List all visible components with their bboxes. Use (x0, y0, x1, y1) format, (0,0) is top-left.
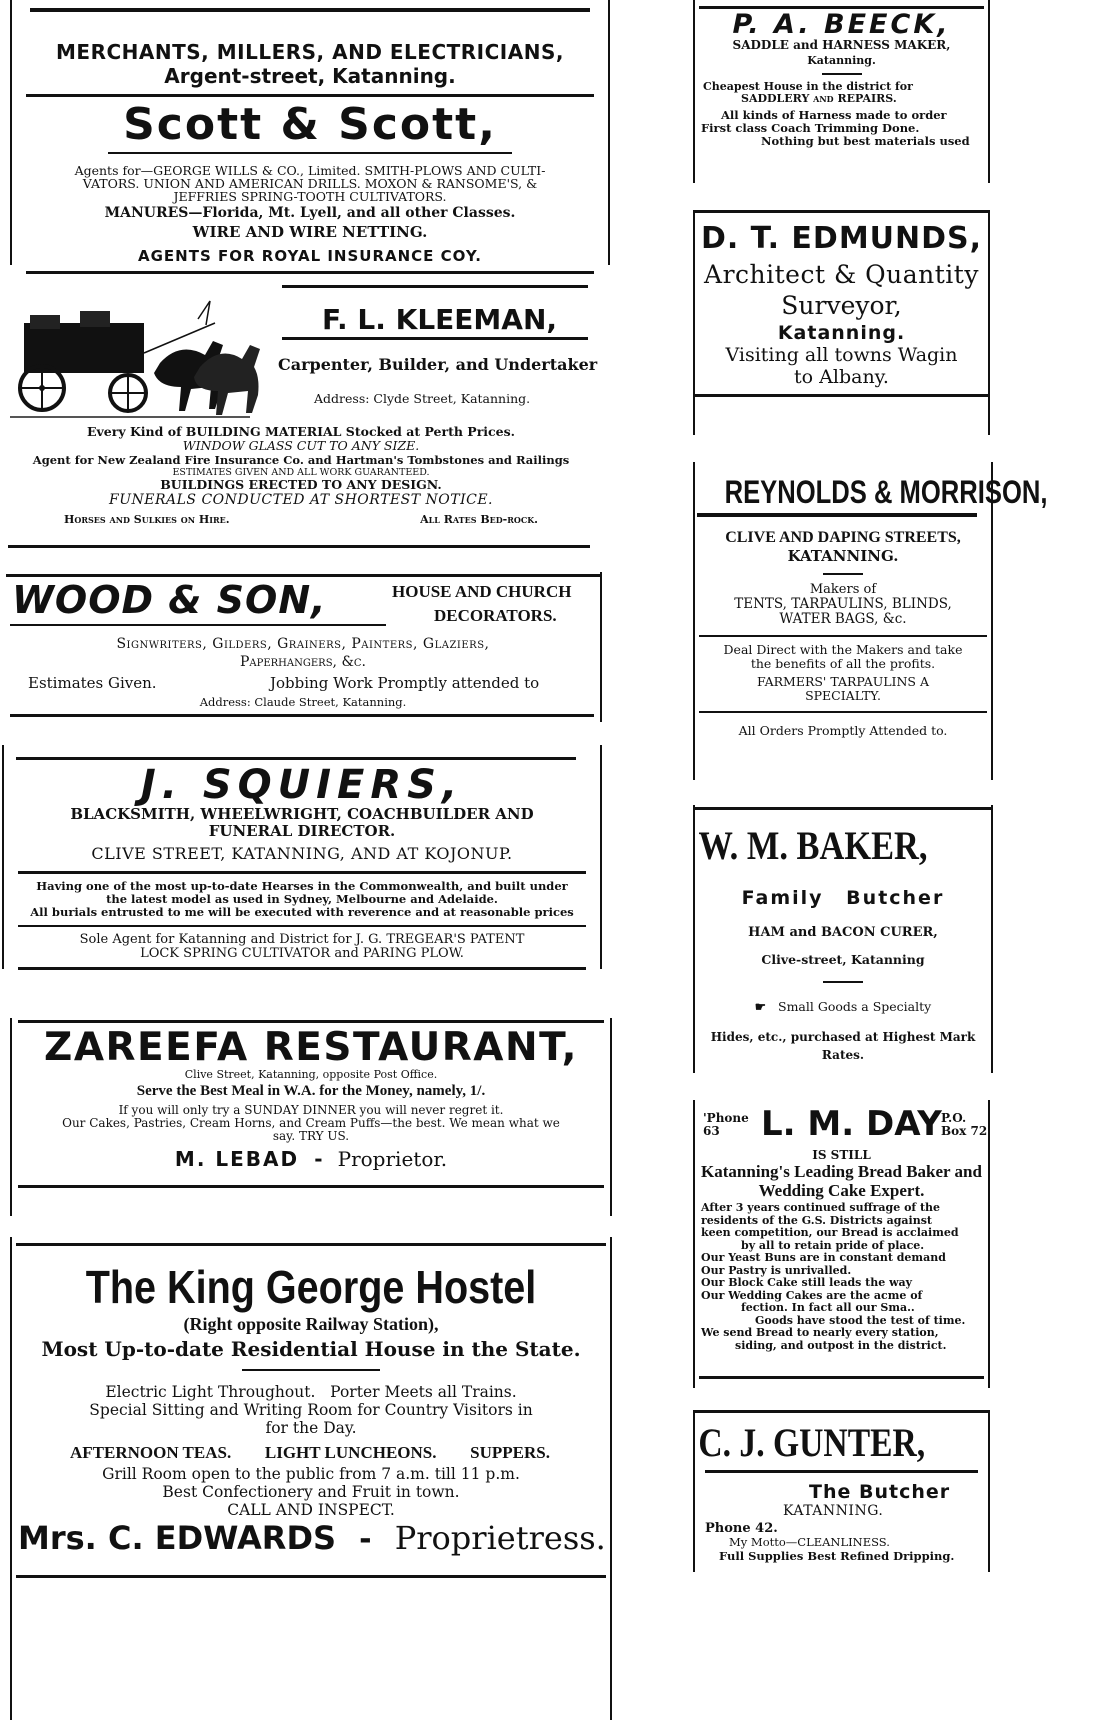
business-name: L. M. DAY (761, 1104, 942, 1144)
top-rule (16, 757, 576, 760)
goods-line-2: WATER BAGS, &c. (779, 611, 907, 627)
deal-line-1: Deal Direct with the Makers and take (723, 642, 963, 657)
body-line-9: fection. In fact all our Sma.. (741, 1301, 915, 1314)
short-divider (822, 73, 862, 75)
for-the-day-line: for the Day. (265, 1419, 357, 1437)
owner-name: Mrs. C. EDWARDS (18, 1519, 337, 1557)
leading-baker-line: Katanning's Leading Bread Baker and Wedding Cake Expert. (701, 1162, 982, 1200)
agents-line-1: Agents for—GEORGE WILLS & CO., Limited. SMITH-PLOWS AND CULTI- (74, 163, 546, 178)
top-rule (695, 807, 991, 810)
streets-line: CLIVE AND DAPING STREETS, (725, 529, 961, 546)
visiting-line: Visiting all towns Wagin (725, 344, 958, 366)
orders-line: All Orders Promptly Attended to. (738, 723, 948, 738)
jobbing-text: Jobbing Work Promptly attended to (270, 674, 540, 692)
body-line-12: siding, and outpost in the district. (735, 1338, 947, 1352)
bottom-rule (699, 1376, 984, 1379)
business-name: ZAREEFA RESTAURANT, (44, 1025, 578, 1070)
dash: - (314, 1147, 323, 1171)
phone-number: 'Phone 63 (703, 1111, 749, 1138)
goods-line-1: TENTS, TARPAULINS, BLINDS, (734, 596, 952, 612)
divider-2 (699, 711, 987, 713)
bottom-rule (26, 271, 594, 274)
short-divider (823, 981, 863, 983)
name-underline (10, 624, 386, 626)
divider (699, 635, 987, 637)
hire-text: Horses and Sulkies on Hire. (64, 513, 230, 526)
ad-wood-and-son (6, 572, 602, 722)
body-line-11: We send Bread to nearly every station, (701, 1326, 939, 1339)
business-name: D. T. EDMUNDS, (700, 221, 983, 256)
harness-line: All kinds of Harness made to order (721, 108, 947, 122)
ad-squiers (2, 745, 602, 969)
address-line: Address: Claude Street, Katanning. (199, 695, 407, 709)
ad-reynolds-morrison (693, 462, 1048, 780)
ad-scott-and-scott (10, 0, 610, 265)
manures-line: MANURES—Florida, Mt. Lyell, and all other Classes. (104, 205, 516, 221)
divider (26, 94, 594, 97)
proprietor-title: Proprietor. (337, 1147, 448, 1171)
supplies-line: Full Supplies Best Refined Dripping. (719, 1549, 955, 1563)
town-line: KATANNING. (787, 547, 899, 565)
burial-line: All burials entrusted to me will be executed with reverence and at reasonable prices (30, 905, 574, 919)
business-name: J. SQUIERS, (140, 762, 464, 808)
location-line: CLIVE STREET, KATANNING, AND AT KOJONUP. (91, 844, 513, 863)
estimates-line: ESTIMATES GIVEN AND ALL WORK GUARANTEED. (172, 467, 430, 478)
sitting-room-line: Special Sitting and Writing Room for Country Visitors in (89, 1401, 533, 1419)
body-line-5: Our Yeast Buns are in constant demand (701, 1251, 946, 1264)
ad-edmunds (693, 210, 990, 435)
po-box: P.O. Box 72 (941, 1111, 988, 1138)
body-line-6: Our Pastry is unrivalled. (701, 1263, 852, 1277)
trade-line: Family Butcher (741, 887, 945, 909)
business-name: P. A. BEECK, (732, 9, 951, 40)
trade-line: SADDLE and HARNESS MAKER, (732, 38, 951, 52)
business-name: W. M. BAKER, (698, 823, 928, 868)
owner-title: Proprietress. (394, 1519, 606, 1557)
body-line-4: by all to retain pride of place. (741, 1238, 925, 1252)
is-still-line: IS STILL (812, 1148, 871, 1162)
business-name: C. J. GUNTER, (698, 1420, 926, 1465)
trade-line-2: DECORATORS. (434, 606, 557, 625)
ad-gunter (693, 1410, 990, 1572)
top-rule (30, 8, 590, 12)
electric-line: Electric Light Throughout. Porter Meets all Trains. (105, 1383, 517, 1401)
special-line-2: SPECIALTY. (805, 688, 881, 703)
ad-king-george-hostel (10, 1237, 612, 1720)
divider-2 (18, 925, 586, 927)
horse-carriage-illustration (10, 293, 272, 423)
materials-line: Nothing but best materials used (761, 134, 970, 148)
trade-line: MERCHANTS, MILLERS, AND ELECTRICIANS, (56, 40, 564, 64)
top-rule (6, 574, 600, 577)
name-underline (282, 337, 588, 340)
body-line-1: After 3 years continued suffrage of the (701, 1201, 941, 1214)
bottom-rule (18, 1185, 604, 1188)
funerals-line: FUNERALS CONDUCTED AT SHORTEST NOTICE. (109, 492, 493, 508)
opposite-line: (Right opposite Railway Station), (183, 1314, 439, 1334)
street-line: Argent-street, Katanning. (164, 64, 456, 88)
agents-line-2: VATORS. UNION AND AMERICAN DRILLS. MOXON & RANSOME'S, & (82, 176, 538, 191)
tagline: Most Up-to-date Residential House in the State. (41, 1337, 581, 1361)
hides-line-1: Hides, etc., purchased at Highest Mark (710, 1030, 976, 1044)
bottom-rule (18, 967, 586, 970)
trade-line-1: BLACKSMITH, WHEELWRIGHT, COACHBUILDER AND (70, 805, 534, 823)
proprietor-name: M. LEBAD (174, 1147, 300, 1171)
ad-beeck (693, 0, 990, 183)
trade-line-2: Surveyor, (781, 291, 902, 320)
bottom-rule (10, 714, 594, 717)
makers-line: Makers of (809, 582, 877, 597)
trade-line-1: HOUSE AND CHURCH (392, 582, 572, 601)
rates-text: All Rates Bed-rock. (420, 513, 538, 526)
glass-line: WINDOW GLASS CUT TO ANY SIZE. (182, 438, 420, 453)
name-underline (705, 1470, 978, 1473)
hides-line-2: Rates. (821, 1048, 865, 1062)
pointing-hand-icon: ☛ (754, 999, 767, 1014)
name-underline (108, 152, 512, 154)
curer-line: HAM and BACON CURER, (748, 925, 938, 940)
serve-line: Serve the Best Meal in W.A. for the Money, namely, 1/. (136, 1083, 486, 1099)
hearse-line-1: Having one of the most up-to-date Hearses in the Commonwealth, and built under (36, 879, 568, 893)
estimates-text: Estimates Given. (28, 674, 157, 692)
buildings-line: BUILDINGS ERECTED TO ANY DESIGN. (160, 477, 442, 492)
short-divider (823, 573, 863, 575)
bottom-rule (16, 1575, 606, 1578)
services-line-1: Signwriters, Gilders, Grainers, Painters, Glaziers, (116, 636, 490, 652)
albany-line: to Albany. (794, 366, 889, 388)
short-divider (242, 1369, 380, 1371)
trade-line: The Butcher (809, 1481, 951, 1503)
top-rule (695, 1410, 988, 1413)
business-name: Scott & Scott, (123, 99, 497, 150)
body-line-3: keen competition, our Bread is acclaimed (701, 1226, 959, 1239)
business-name: The King George Hostel (85, 1261, 537, 1313)
agent-line-2: LOCK SPRING CULTIVATOR and PARING PLOW. (140, 946, 464, 961)
town-line: Katanning. (777, 322, 906, 344)
body-line-8: Our Wedding Cakes are the acme of (701, 1288, 923, 1302)
call-line: CALL AND INSPECT. (227, 1501, 395, 1519)
town-line: Katanning. (807, 54, 876, 67)
grill-line: Grill Room open to the public from 7 a.m. till 11 p.m. (102, 1465, 520, 1483)
address-line: Clive Street, Katanning, opposite Post Office. (184, 1068, 438, 1081)
special-line-1: FARMERS' TARPAULINS A (757, 674, 929, 689)
deal-line-2: the benefits of all the profits. (750, 656, 936, 671)
top-rule (18, 1020, 604, 1023)
trimming-line: First class Coach Trimming Done. (701, 121, 920, 135)
dinner-line: If you will only try a SUNDAY DINNER you will never regret it. (118, 1103, 504, 1117)
address-line: Address: Clyde Street, Katanning. (314, 391, 531, 406)
teas-text: AFTERNOON TEAS. (70, 1443, 232, 1462)
business-name: F. L. KLEEMAN, (322, 303, 558, 336)
insurance-line: Agent for New Zealand Fire Insurance Co. and Hartman's Tombstones and Railings (32, 453, 570, 467)
street-line: Clive-street, Katanning (761, 952, 925, 967)
town-line: KATANNING. (783, 1503, 884, 1519)
body-line-10: Goods have stood the test of time. (755, 1313, 966, 1327)
try-us-line: say. TRY US. (272, 1129, 350, 1143)
ad-baker (693, 805, 993, 1073)
bottom-rule (8, 545, 590, 548)
body-line-2: residents of the G.S. Districts against (701, 1213, 932, 1227)
motto-line: My Motto—CLEANLINESS. (729, 1535, 890, 1549)
luncheons-text: LIGHT LUNCHEONS. (264, 1443, 437, 1462)
business-name: REYNOLDS & MORRISON, (724, 474, 1048, 510)
insurance-line: AGENTS FOR ROYAL INSURANCE COY. (138, 247, 482, 265)
saddlery-line: SADDLERY and REPAIRS. (741, 92, 897, 105)
cakes-line: Our Cakes, Pastries, Cream Horns, and Cream Puffs—the best. We mean what we (62, 1116, 560, 1130)
suppers-text: SUPPERS. (470, 1443, 550, 1462)
ad-day (693, 1100, 990, 1388)
top-rule (282, 285, 588, 288)
agent-line-1: Sole Agent for Katanning and District for J. G. TREGEAR'S PATENT (79, 932, 525, 947)
ad-zareefa (10, 1018, 612, 1216)
bottom-rule (695, 394, 988, 397)
agents-line-3: JEFFRIES SPRING-TOOTH CULTIVATORS. (173, 189, 447, 204)
business-name: WOOD & SON, (12, 578, 327, 622)
name-underline (697, 513, 977, 517)
body-line-7: Our Block Cake still leads the way (701, 1276, 913, 1289)
small-goods-text: Small Goods a Specialty (778, 999, 932, 1014)
top-rule (16, 1243, 606, 1246)
cheapest-line: Cheapest House in the district for (703, 80, 913, 93)
material-line: Every Kind of BUILDING MATERIAL Stocked at Perth Prices. (87, 424, 515, 439)
phone-line: Phone 42. (705, 1521, 778, 1536)
hearse-line-2: the latest model as used in Sydney, Melbourne and Adelaide. (106, 892, 498, 906)
trade-line-1: Architect & Quantity (704, 260, 979, 289)
wire-line: WIRE AND WIRE NETTING. (192, 223, 428, 241)
divider (18, 871, 586, 874)
dash: - (359, 1522, 372, 1557)
top-rule (695, 210, 988, 213)
trade-line: Carpenter, Builder, and Undertaker (278, 355, 598, 374)
trade-line-2: FUNERAL DIRECTOR. (208, 822, 396, 840)
services-line-2: Paperhangers, &c. (239, 654, 367, 670)
ad-kleeman (6, 285, 596, 553)
confectionery-line: Best Confectionery and Fruit in town. (162, 1483, 460, 1501)
